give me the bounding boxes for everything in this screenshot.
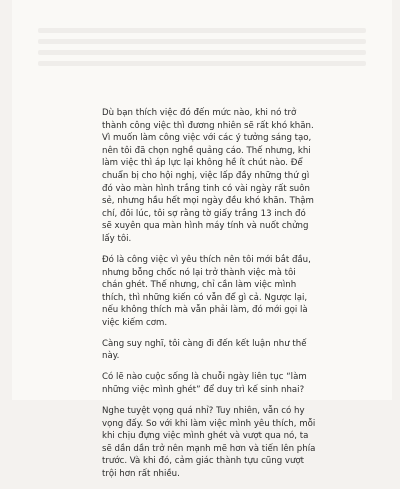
show-through-line — [38, 39, 366, 44]
body-text — [102, 107, 318, 489]
show-through-line — [38, 61, 366, 66]
show-through-text — [38, 28, 366, 72]
show-through-line — [38, 50, 366, 55]
paragraph-4: Có lẽ nào cuộc sống là chuỗi ngày liên tục “làm những việc mình ghét” để duy trì kế sinh nhai? — [102, 372, 307, 396]
paragraph-2: Đó là công việc vì yêu thích nên tôi mới bắt đầu, nhưng bỗng chốc nó lại trở thành việc mà tôi chán ghét. Thế nhưng, chỉ cần làm việc mình thích, thì những kiến có vẫn để gì cả. Ngược lại, nếu không thích mà vẫn phải làm, đó mới gọi là việc kiếm cơm. — [102, 254, 311, 328]
show-through-line — [38, 28, 366, 33]
paragraph-5: Nghe tuyệt vọng quá nhỉ? Tuy nhiên, vẫn có hy vọng đấy. So với khi làm việc mình yêu thích, mỗi khi chịu đựng việc mình ghét và vượt qua nó, ta sẽ dần dần trở nên mạnh mẽ hơn và tiến lên phía trước. Và khi đó, cảm giác thành tựu cũng vượt trội hơn rất nhiều. — [102, 406, 316, 479]
paragraph-3: Càng suy nghĩ, tôi càng đi đến kết luận như thế này. — [102, 338, 307, 362]
paragraph-1: Dù bạn thích việc đó đến mức nào, khi nó trở thành công việc thì đương nhiên sẽ rất khó khăn. Vì muốn làm công việc với các ý tưởng sáng tạo, nên tôi đã chọn nghề quảng cáo. Thế nhưng, khi làm việc thì áp lực lại không hề ít chút nào. Để chuẩn bị cho hội nghị, việc lấp đầy những thứ gì đó vào màn hình trắng tinh có vài ngày rất suôn sẻ, nhưng hầu hết mọi ngày đều khó khăn. Thậm chí, đôi lúc, tôi sợ rằng tờ giấy trắng 13 inch đó sẽ xuyên qua màn hình máy tính và nuốt chửng lấy tôi. — [102, 108, 314, 244]
